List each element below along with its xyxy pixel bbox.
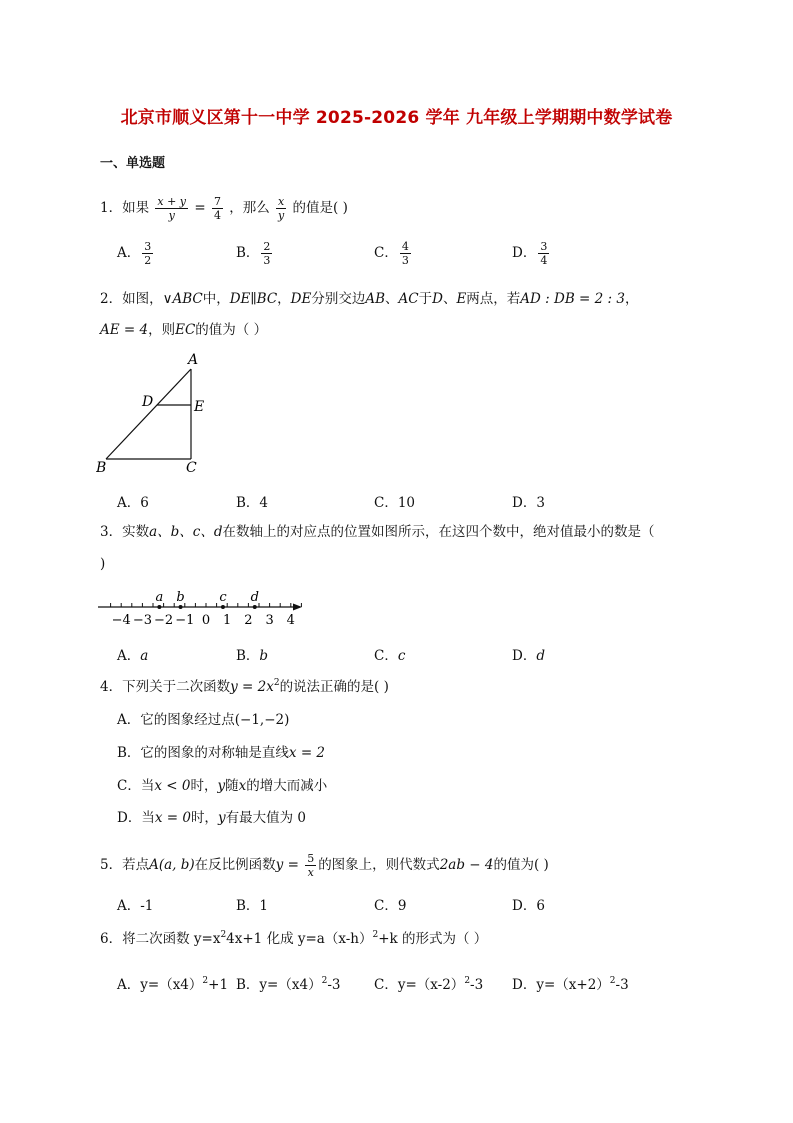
question-2-line-1: 2．如图，∨ABC中，DE∥BC，DE分别交边AB、AC于D、E两点，若AD : DB = 2 : 3， <box>100 291 639 307</box>
segment-ab <box>106 369 191 459</box>
q3-option-c[interactable]: C．c <box>374 648 406 664</box>
label-d: D <box>142 394 154 410</box>
q2-option-a[interactable]: A．6 <box>117 495 149 511</box>
q5-option-a[interactable]: A．-1 <box>117 898 154 914</box>
number-line-tick-label: −4 <box>111 613 131 628</box>
number-line-tick-label: 4 <box>286 613 295 628</box>
question-1 <box>100 195 348 222</box>
q1-fraction-3: $\frac{x}{y}$ <box>278 195 285 222</box>
q4-option-a[interactable]: A．它的图象经过点(−1,−2) <box>117 712 290 728</box>
q1-fraction-1: $\frac{x + y}{y}$ <box>157 195 187 222</box>
q4-option-b[interactable]: B．它的图象的对称轴是直线x = 2 <box>117 745 326 761</box>
number-line-point-c <box>221 605 225 609</box>
number-line-figure <box>96 586 306 628</box>
question-3-line-1: 3．实数a、b、c、d在数轴上的对应点的位置如图所示，在这四个数中，绝对值最小的数是（ <box>100 524 655 540</box>
q6-option-a[interactable]: A．$y=(x4)^2+1$ <box>117 976 229 993</box>
number-line-point-a <box>157 605 161 609</box>
number-line-point-b <box>179 605 183 609</box>
q1-text-end: 的值是( ) <box>292 200 348 216</box>
q4-option-c[interactable]: C．当x < 0时，y随x的增大而减小 <box>117 778 328 794</box>
q1-option-d[interactable]: D． $\frac{3}{4}$ <box>512 240 548 267</box>
number-line-tick-label: −1 <box>175 613 195 628</box>
q1-fraction-2: $\frac{7}{4}$ <box>213 195 221 222</box>
q6-option-b[interactable]: B．$y=(x4)^2-3$ <box>236 976 341 993</box>
q5-option-c[interactable]: C．9 <box>374 898 407 914</box>
number-line-tick-label: 0 <box>201 613 211 628</box>
question-2-line-2: AE = 4，则EC的值为（ ） <box>100 322 268 338</box>
label-a: A <box>188 352 199 368</box>
label-b: B <box>96 460 107 476</box>
number-line-point-label-d: d <box>250 590 259 605</box>
number-line-tick-label: 2 <box>244 613 253 628</box>
section-heading: 一、单选题 <box>100 156 166 171</box>
exam-title: 北京市顺义区第十一中学 2025-2026 学年 九年级上学期期中数学试卷 <box>120 108 673 128</box>
q1-option-b[interactable]: B． $\frac{2}{3}$ <box>236 240 271 267</box>
number-line-point-d <box>253 605 257 609</box>
question-6: 6．将二次函数 $y=x^24x+1$ 化成 $y=a(x-h)^2+k$ 的形式为（ ） <box>100 930 488 947</box>
q5-option-b[interactable]: B．1 <box>236 898 269 914</box>
question-3-line-2: ) <box>100 556 106 572</box>
number-line-arrow <box>293 604 302 611</box>
number-line-tick-label: 1 <box>223 613 232 628</box>
q1-text: 1．如果 <box>100 200 150 216</box>
number-line-point-label-b: b <box>176 590 185 605</box>
q1-option-c[interactable]: C． $\frac{4}{3}$ <box>374 240 409 267</box>
q1-option-a[interactable]: A． $\frac{3}{2}$ <box>117 240 152 267</box>
q3-option-d[interactable]: D．d <box>512 648 545 664</box>
q5-fraction: $\frac{5}{x}$ <box>307 852 315 879</box>
q6-option-c[interactable]: C．$y=(x-2)^2-3$ <box>374 976 484 993</box>
q1-text-mid: ，那么 <box>229 200 270 216</box>
q6-option-d[interactable]: D．$y=(x+2)^2-3$ <box>512 976 629 993</box>
number-line-point-label-c: c <box>219 590 227 605</box>
number-line-tick-label: −2 <box>154 613 174 628</box>
q3-option-b[interactable]: B．b <box>236 648 269 664</box>
q2-option-d[interactable]: D．3 <box>512 495 545 511</box>
triangle-figure <box>96 352 216 478</box>
label-e: E <box>194 399 205 415</box>
q2-option-b[interactable]: B．4 <box>236 495 269 511</box>
label-c: C <box>186 460 197 476</box>
q4-option-d[interactable]: D．当x = 0时，y有最大值为 0 <box>117 810 306 826</box>
q1-equals: = <box>194 200 206 216</box>
question-4: 4．下列关于二次函数$y = 2x^2$的说法正确的是( ) <box>100 678 389 695</box>
q2-option-c[interactable]: C．10 <box>374 495 416 511</box>
question-5: 5．若点A(a, b)在反比例函数y = $\frac{5}{x}$ 的图象上，则代数式2ab − 4的值为( ) <box>100 852 549 879</box>
q3-option-a[interactable]: A．a <box>117 648 149 664</box>
q5-option-d[interactable]: D．6 <box>512 898 545 914</box>
number-line-tick-label: −3 <box>132 613 152 628</box>
number-line-tick-label: 3 <box>265 613 274 628</box>
number-line-point-label-a: a <box>155 590 164 605</box>
